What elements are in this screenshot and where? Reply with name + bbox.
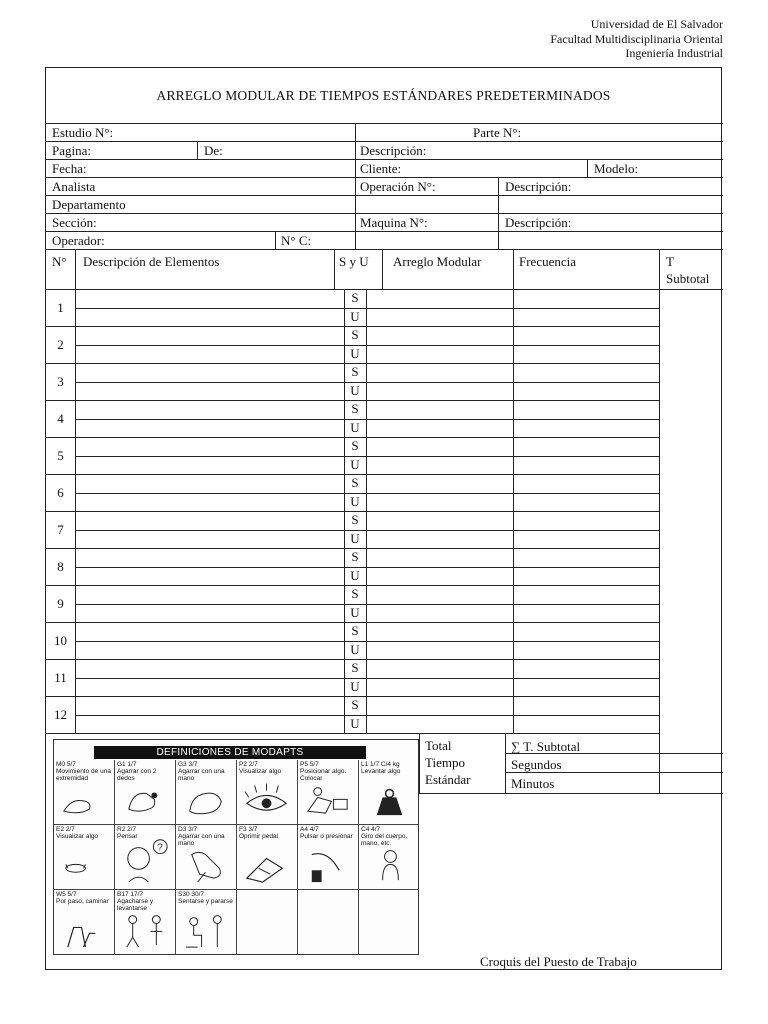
row-number: 2 xyxy=(57,337,64,352)
row-number: 4 xyxy=(57,411,64,426)
modapts-cell xyxy=(176,890,237,955)
row-number: 11 xyxy=(54,670,67,685)
row-marker-u: U xyxy=(350,493,360,509)
row-marker-u: U xyxy=(350,641,360,657)
total-label-2: Tiempo xyxy=(425,755,465,770)
modapts-description: Movimiento de una extremidad xyxy=(56,768,111,782)
modapts-cell xyxy=(298,760,359,825)
modapts-code: W5 5/7 xyxy=(56,891,77,898)
row-marker-u: U xyxy=(350,530,360,546)
modapts-cell xyxy=(54,825,115,890)
modapts-empty-cell xyxy=(359,890,419,955)
col-frecuencia-header: Frecuencia xyxy=(519,254,577,269)
modapts-description: Posicionar algo. Colocar xyxy=(300,768,347,782)
university-name: Universidad de El Salvador xyxy=(590,17,723,31)
operador-label: Operador: xyxy=(52,233,105,248)
modapts-description: Agacharse y levantarse xyxy=(117,898,154,912)
modapts-empty-cell xyxy=(237,890,298,955)
row-number: 7 xyxy=(57,522,64,537)
modelo-label: Modelo: xyxy=(594,161,639,176)
row-marker-s: S xyxy=(351,438,359,453)
row-marker-s: S xyxy=(351,660,359,675)
row-number: 12 xyxy=(54,707,67,722)
modapts-code: P2 2/7 xyxy=(239,761,258,768)
total-label-3: Estándar xyxy=(425,772,471,787)
row-marker-u: U xyxy=(350,308,360,324)
row-marker-u: U xyxy=(350,419,360,435)
row-marker-u: U xyxy=(350,567,360,583)
segundos-label: Segundos xyxy=(511,757,562,772)
modapts-cell xyxy=(176,825,237,890)
modapts-cell xyxy=(54,760,115,825)
modapts-cell xyxy=(237,760,298,825)
modapts-code: P5 5/7 xyxy=(300,761,319,768)
row-number: 3 xyxy=(57,374,64,389)
svg-text:?: ? xyxy=(157,842,163,854)
row-marker-s: S xyxy=(351,697,359,712)
pagina-label: Pagina: xyxy=(52,143,91,158)
col-subtotal-header-1: T xyxy=(666,254,674,269)
minutos-label: Minutos xyxy=(511,776,555,791)
departamento-label: Departamento xyxy=(52,197,126,212)
form-title: ARREGLO MODULAR DE TIEMPOS ESTÁNDARES PREDETERMINADOS xyxy=(156,88,611,103)
operacion-label: Operación N°: xyxy=(360,179,436,194)
modapts-description: Pulsar o presionar xyxy=(300,833,353,840)
cliente-label: Cliente: xyxy=(360,161,402,176)
department-name: Ingeniería Industrial xyxy=(625,46,723,60)
modapts-empty-cell xyxy=(298,890,359,955)
row-marker-u: U xyxy=(350,715,360,731)
row-marker-s: S xyxy=(351,364,359,379)
seccion-label: Sección: xyxy=(52,215,97,230)
modapts-description: Visualizar algo xyxy=(56,833,99,840)
row-marker-s: S xyxy=(351,327,359,342)
modapts-code: G3 3/7 xyxy=(178,761,198,768)
modapts-description: Pensar xyxy=(117,833,138,840)
modapts-cell xyxy=(359,760,419,825)
modapts-code: C4 4/7 xyxy=(361,826,381,833)
modapts-description: Agarrar con una mano xyxy=(178,833,225,847)
row-marker-u: U xyxy=(350,345,360,361)
modapts-cell xyxy=(115,760,176,825)
col-descripcion-header: Descripción de Elementos xyxy=(83,254,220,269)
modapts-description: Agarrar con 2 dedos xyxy=(117,768,157,782)
modapts-code: E2 2/7 xyxy=(56,826,75,833)
modapts-reference-chart xyxy=(53,739,419,955)
fecha-label: Fecha: xyxy=(52,161,87,176)
modapts-code: F3 3/7 xyxy=(239,826,258,833)
row-marker-s: S xyxy=(351,549,359,564)
col-arreglo-header: Arreglo Modular xyxy=(393,254,482,269)
nc-label: N° C: xyxy=(281,233,312,248)
modapts-code: S30 30/7 xyxy=(178,891,205,898)
parte-label: Parte N°: xyxy=(473,125,522,140)
row-number: 9 xyxy=(57,596,64,611)
row-marker-u: U xyxy=(350,604,360,620)
institution-header xyxy=(550,17,723,61)
modapts-title: DEFINICIONES DE MODAPTS xyxy=(94,746,366,759)
row-marker-s: S xyxy=(351,623,359,638)
sketch-label: Croquis del Puesto de Trabajo xyxy=(480,954,637,969)
de-label: De: xyxy=(204,143,223,158)
total-label-1: Total xyxy=(425,738,452,753)
modapts-description: Por paso, caminar xyxy=(56,898,109,905)
row-marker-s: S xyxy=(351,290,359,305)
modapts-code: D3 3/7 xyxy=(178,826,198,833)
analista-label: Analista xyxy=(52,179,96,194)
estudio-label: Estudio N°: xyxy=(52,125,114,140)
form-sheet xyxy=(45,67,722,970)
row-marker-s: S xyxy=(351,512,359,527)
operacion-descripcion-label: Descripción: xyxy=(505,179,572,194)
modapts-code: G1 1/7 xyxy=(117,761,137,768)
row-marker-s: S xyxy=(351,475,359,490)
maquina-label: Maquina N°: xyxy=(360,215,428,230)
modapts-description: Giro del cuerpo, mano, etc. xyxy=(361,833,408,847)
row-number: 10 xyxy=(54,633,67,648)
row-number: 1 xyxy=(57,300,64,315)
row-marker-u: U xyxy=(350,382,360,398)
row-marker-s: S xyxy=(351,401,359,416)
row-marker-u: U xyxy=(350,456,360,472)
col-subtotal-header-2: Subtotal xyxy=(666,271,710,286)
modapts-code: R2 2/7 xyxy=(117,826,137,833)
descripcion-label: Descripción: xyxy=(360,143,427,158)
col-syu-header: S y U xyxy=(339,254,369,269)
modapts-description: Oprimir pedal xyxy=(239,833,279,840)
col-no-header: N° xyxy=(52,254,67,269)
modapts-cell xyxy=(237,825,298,890)
row-marker-s: S xyxy=(351,586,359,601)
row-number: 8 xyxy=(57,559,64,574)
sum-subtotal-label: ∑ T. Subtotal xyxy=(511,739,581,754)
faculty-name: Facultad Multidisciplinaria Oriental xyxy=(550,31,723,46)
row-marker-u: U xyxy=(350,678,360,694)
maquina-descripcion-label: Descripción: xyxy=(505,215,572,230)
modapts-code: M0 5/7 xyxy=(56,761,76,768)
modapts-cell xyxy=(298,825,359,890)
modapts-code: L1 1/7 C/4 kg xyxy=(361,761,400,768)
modapts-cell xyxy=(359,825,419,890)
row-number: 5 xyxy=(57,448,64,463)
modapts-cell xyxy=(115,825,176,890)
modapts-cell xyxy=(176,760,237,825)
modapts-cell xyxy=(54,890,115,955)
modapts-description: Agarrar con una mano xyxy=(178,768,225,782)
modapts-description: Sentarse y pararse xyxy=(178,898,233,905)
modapts-cell xyxy=(115,890,176,955)
modapts-code: B17 17/7 xyxy=(117,891,144,898)
modapts-description: Levantar algo xyxy=(361,768,401,775)
modapts-code: A4 4/7 xyxy=(300,826,319,833)
modapts-description: Visualizar algo xyxy=(239,768,282,775)
row-number: 6 xyxy=(57,485,64,500)
